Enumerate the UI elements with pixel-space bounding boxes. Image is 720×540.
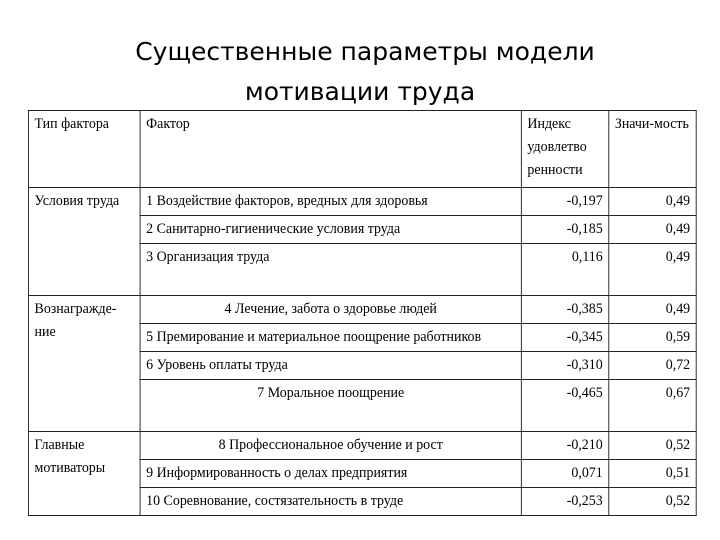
factor-cell: 4 Лечение, забота о здоровье людей — [140, 296, 521, 324]
header-index: Индекс удовлетво ренности — [521, 111, 608, 188]
page-title — [0, 32, 720, 112]
table-header-row — [28, 111, 696, 188]
factor-type-cell: Вознагражде-ние — [28, 296, 140, 432]
table-row — [28, 296, 696, 324]
significance-cell: 0,49 — [609, 216, 696, 244]
factor-cell: 10 Соревнование, состязательность в труде — [140, 488, 521, 516]
index-cell: -0,310 — [521, 352, 608, 380]
factor-cell: 6 Уровень оплаты труда — [140, 352, 521, 380]
header-significance: Значи-мость — [609, 111, 696, 188]
header-factor: Фактор — [140, 111, 521, 188]
index-cell: -0,385 — [521, 296, 608, 324]
significance-cell: 0,49 — [609, 296, 696, 324]
factor-cell: 7 Моральное поощрение — [140, 380, 521, 408]
factor-type-cell: Главные мотиваторы — [28, 432, 140, 516]
index-cell: -0,210 — [521, 432, 608, 460]
significance-cell: 0,67 — [609, 380, 696, 408]
factor-cell: 2 Санитарно-гигиенические условия труда — [140, 216, 521, 244]
index-cell: 0,116 — [521, 244, 608, 272]
factor-cell: 9 Информированность о делах предприятия — [140, 460, 521, 488]
index-cell: -0,253 — [521, 488, 608, 516]
factor-cell: 5 Премирование и материальное поощрение работников — [140, 324, 521, 352]
index-cell: -0,345 — [521, 324, 608, 352]
factor-type-cell: Условия труда — [28, 188, 140, 296]
index-cell: -0,465 — [521, 380, 608, 408]
factor-cell: 1 Воздействие факторов, вредных для здоровья — [140, 188, 521, 216]
table-row — [28, 188, 696, 216]
significance-cell: 0,52 — [609, 488, 696, 516]
header-factor-type: Тип фактора — [28, 111, 140, 188]
index-cell: -0,185 — [521, 216, 608, 244]
significance-cell: 0,49 — [609, 244, 696, 272]
factor-cell: 3 Организация труда — [140, 244, 521, 272]
significance-cell: 0,51 — [609, 460, 696, 488]
significance-cell: 0,52 — [609, 432, 696, 460]
title-line-1: Существенные параметры модели — [135, 37, 595, 66]
significance-cell: 0,59 — [609, 324, 696, 352]
table-row — [28, 432, 696, 460]
title-line-2: мотивации труда — [244, 77, 476, 106]
significance-cell: 0,72 — [609, 352, 696, 380]
index-cell: 0,071 — [521, 460, 608, 488]
factor-cell: 8 Профессиональное обучение и рост — [140, 432, 521, 460]
index-cell: -0,197 — [521, 188, 608, 216]
significance-cell: 0,49 — [609, 188, 696, 216]
motivation-parameters-table — [28, 110, 697, 516]
